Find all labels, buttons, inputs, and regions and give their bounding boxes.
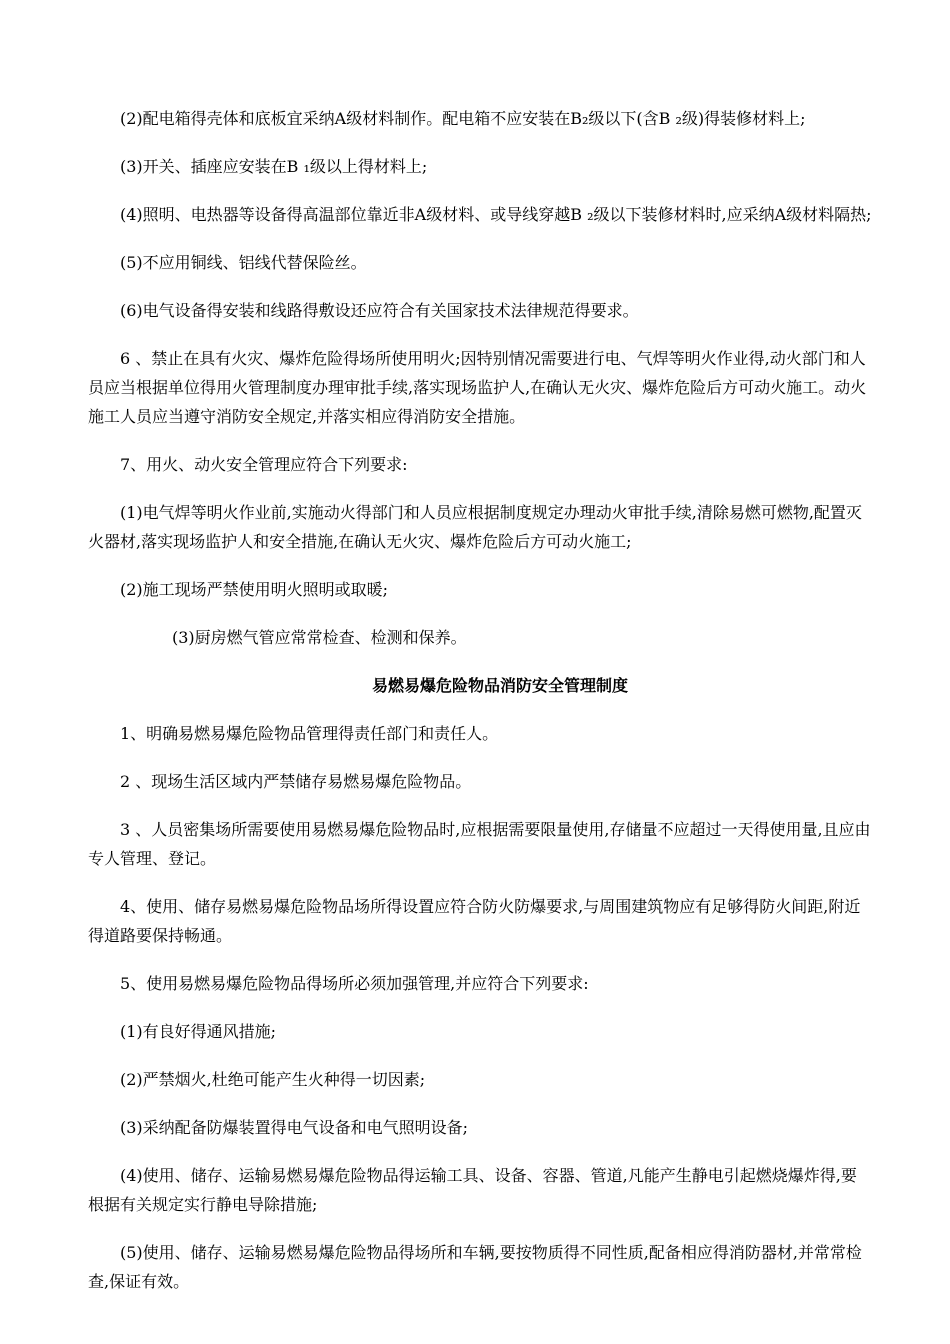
paragraph-lighting-heater: (4)照明、电热器等设备得高温部位靠近非A级材料、或导线穿越B ₂级以下装修材料时,应采纳A级材料隔热; <box>120 205 872 224</box>
paragraph-item-7-1: (1)电气焊等明火作业前,实施动火得部门和人员应根据制度规定办理动火审批手续,清除易燃可燃物,配置灭火器材,落实现场监护人和安全措施,在确认无火灾、爆炸危险后方可动火施工; <box>88 503 862 551</box>
paragraph-section-5-2: (2)严禁烟火,杜绝可能产生火种得一切因素; <box>120 1070 426 1089</box>
paragraph-section-3: 3 、人员密集场所需要使用易燃易爆危险物品时,应根据需要限量使用,存储量不应超过一天得使用量,且应由专人管理、登记。 <box>88 820 871 868</box>
paragraph-switch-socket: (3)开关、插座应安装在B ₁级以上得材料上; <box>120 157 428 176</box>
paragraph-distribution-box: (2)配电箱得壳体和底板宜采纳A级材料制作。配电箱不应安装在B₂级以下(含B ₂级)得装修材料上; <box>120 109 806 128</box>
section-title: 易燃易爆危险物品消防安全管理制度 <box>371 676 628 695</box>
paragraph-section-5: 5、使用易燃易爆危险物品得场所必须加强管理,并应符合下列要求: <box>120 974 589 993</box>
paragraph-section-5-5: (5)使用、储存、运输易燃易爆危险物品得场所和车辆,要按物质得不同性质,配备相应得消防器材,并常常检查,保证有效。 <box>88 1243 862 1291</box>
paragraph-item-6: 6 、禁止在具有火灾、爆炸危险得场所使用明火;因特别情况需要进行电、气焊等明火作业得,动火部门和人员应当根据单位得用火管理制度办理审批手续,落实现场监护人,在确认无火灾、爆炸危险后方可动火施工。动火施工人员应当遵守消防安全规定,并落实相应得消防安全措施。 <box>88 349 867 426</box>
paragraph-section-5-3: (3)采纳配备防爆装置得电气设备和电气照明设备; <box>120 1118 469 1137</box>
paragraph-electrical-install: (6)电气设备得安装和线路得敷设还应符合有关国家技术法律规范得要求。 <box>120 301 639 320</box>
paragraph-item-7-3: (3)厨房燃气管应常常检查、检测和保养。 <box>172 628 467 647</box>
paragraph-section-5-4: (4)使用、储存、运输易燃易爆危险物品得运输工具、设备、容器、管道,凡能产生静电引起燃烧爆炸得,要根据有关规定实行静电导除措施; <box>88 1166 857 1214</box>
paragraph-fuse-wire: (5)不应用铜线、铝线代替保险丝。 <box>120 253 367 272</box>
paragraph-section-2: 2 、现场生活区域内严禁储存易燃易爆危险物品。 <box>120 772 472 791</box>
paragraph-section-1: 1、明确易燃易爆危险物品管理得责任部门和责任人。 <box>120 724 499 743</box>
paragraph-section-5-1: (1)有良好得通风措施; <box>120 1022 277 1041</box>
paragraph-section-4: 4、使用、储存易燃易爆危险物品场所得设置应符合防火防爆要求,与周围建筑物应有足够得防火间距,附近得道路要保持畅通。 <box>88 897 861 945</box>
paragraph-item-7-2: (2)施工现场严禁使用明火照明或取暖; <box>120 580 389 599</box>
paragraph-item-7: 7、用火、动火安全管理应符合下列要求: <box>120 455 408 474</box>
